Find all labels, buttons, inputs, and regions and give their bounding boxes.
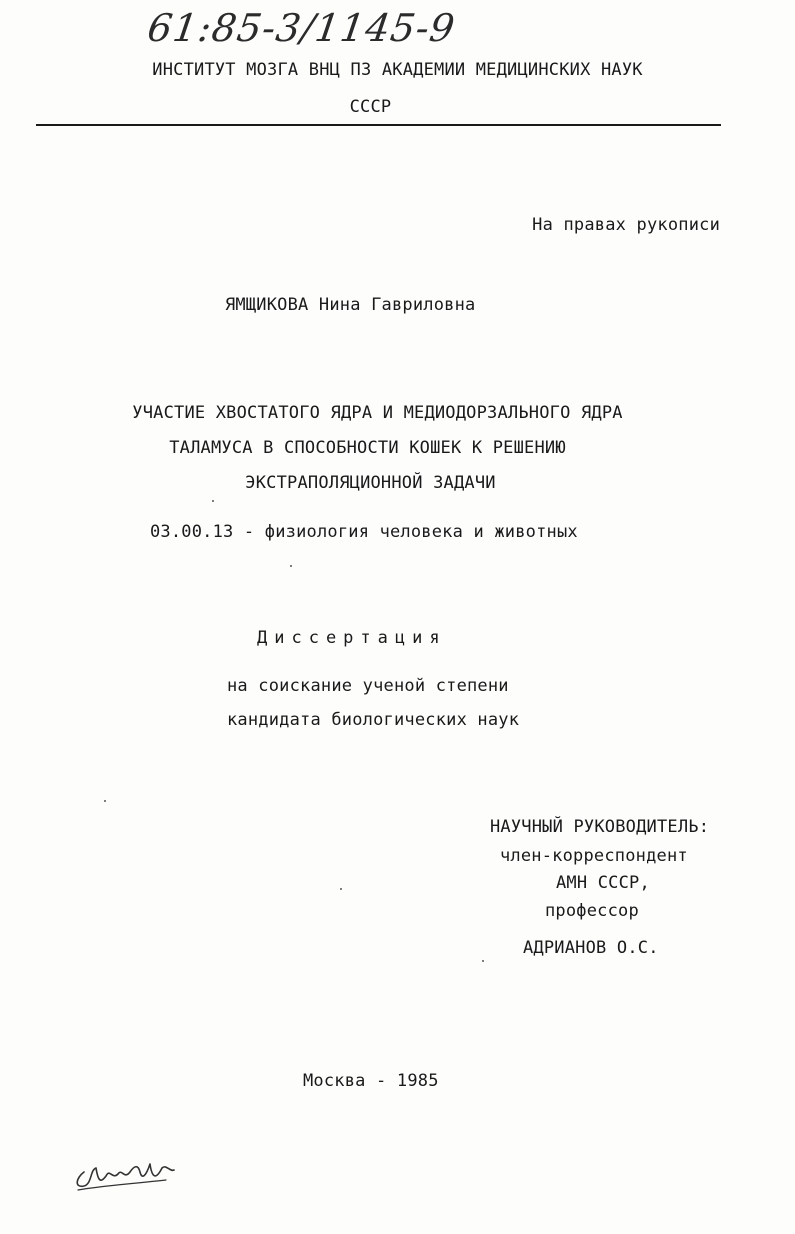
place-and-year: Москва - 1985	[303, 1071, 439, 1091]
dissertation-heading: Диссертация	[257, 628, 447, 648]
supervisor-rank: член-корреспондент	[500, 846, 688, 866]
supervisor-name: АДРИАНОВ О.С.	[523, 938, 659, 958]
manuscript-rights-note: На правах рукописи	[532, 215, 720, 235]
header-divider	[36, 124, 721, 126]
author-name: ЯМЩИКОВА Нина Гавриловна	[225, 295, 476, 315]
institute-country: СССР	[349, 97, 392, 117]
scan-speck	[290, 565, 292, 567]
supervisor-label: НАУЧНЫЙ РУКОВОДИТЕЛЬ:	[490, 817, 710, 837]
specialty-code: 03.00.13 - физиология человека и животных	[150, 522, 578, 542]
thesis-title-line-2: ТАЛАМУСА В СПОСОБНОСТИ КОШЕК К РЕШЕНИЮ	[169, 438, 566, 458]
handwritten-signature	[70, 1150, 180, 1200]
scan-speck	[212, 500, 214, 502]
scan-speck	[104, 800, 106, 802]
thesis-title-line-1: УЧАСТИЕ ХВОСТАТОГО ЯДРА И МЕДИОДОРЗАЛЬНОГО ЯДРА	[132, 403, 623, 423]
institute-name: ИНСТИТУТ МОЗГА ВНЦ ПЗ АКАДЕМИИ МЕДИЦИНСКИХ НАУК	[152, 60, 643, 80]
scan-speck	[340, 888, 342, 890]
thesis-title-line-3: ЭКСТРАПОЛЯЦИОННОЙ ЗАДАЧИ	[245, 473, 496, 493]
supervisor-position: профессор	[545, 901, 639, 921]
degree-line-2: кандидата биологических наук	[227, 710, 520, 730]
supervisor-academy: АМН СССР,	[556, 873, 650, 893]
handwritten-catalog-number: 61:85-3/1145-9	[144, 6, 459, 50]
scan-speck	[482, 960, 484, 962]
degree-line-1: на соискание ученой степени	[227, 676, 509, 696]
